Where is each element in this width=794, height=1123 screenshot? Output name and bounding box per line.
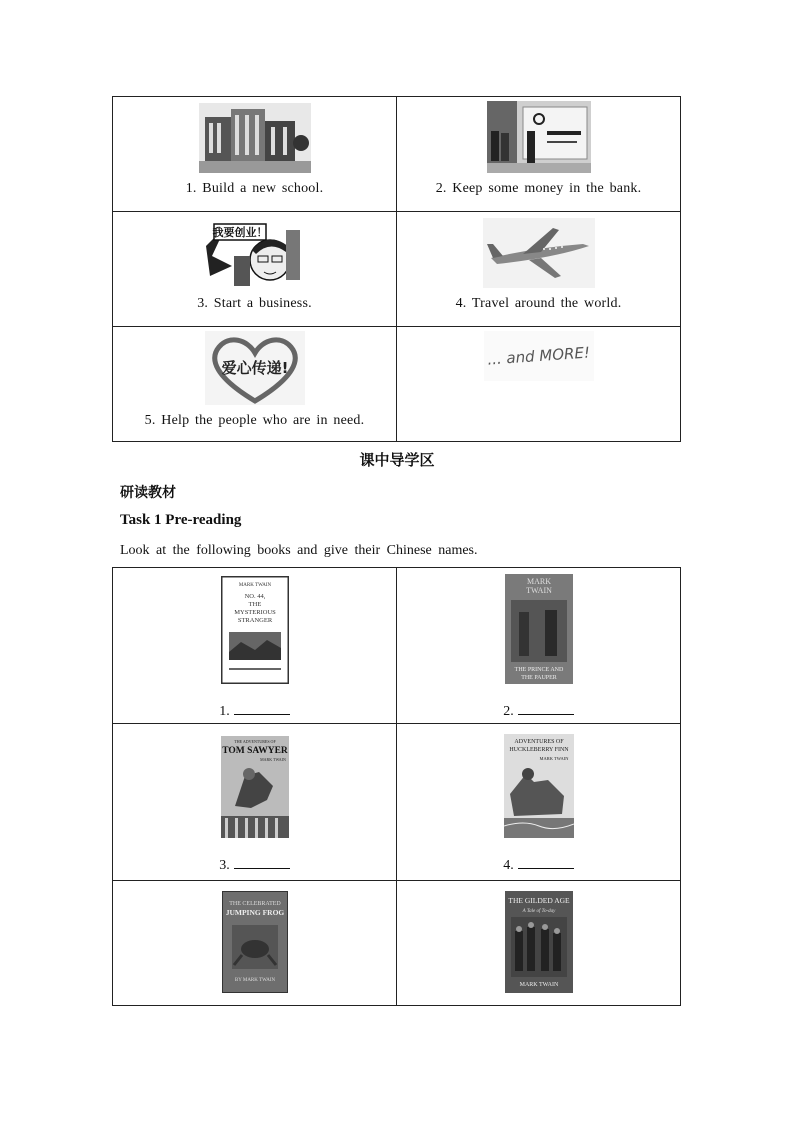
svg-text:THE PAUPER: THE PAUPER — [520, 675, 557, 681]
svg-text:MYSTERIOUS: MYSTERIOUS — [233, 609, 276, 616]
svg-text:THE GILDED AGE: THE GILDED AGE — [507, 896, 570, 905]
activity-caption: 1. Build a new school. — [185, 181, 324, 196]
book-answer — [397, 856, 680, 874]
svg-text:NO. 44,: NO. 44, — [244, 593, 265, 600]
and-more-text — [484, 331, 594, 381]
answer-blank[interactable] — [234, 856, 290, 869]
heart-logo — [205, 331, 305, 405]
svg-text:THE CELEBRATED: THE CELEBRATED — [228, 901, 281, 907]
activities-table — [112, 96, 681, 442]
activity-caption: 3. Start a business. — [197, 296, 312, 311]
activity-caption: 5. Help the people who are in need. — [144, 413, 365, 428]
book-answer — [397, 702, 680, 720]
activity-cell — [397, 327, 681, 442]
svg-text:MARK TWAIN: MARK TWAIN — [519, 982, 558, 988]
book-cover-huckleberry-finn — [504, 734, 574, 838]
book-cover-tom-sawyer — [221, 736, 289, 838]
book-cell — [397, 568, 681, 724]
svg-text:THE ADVENTURES OF: THE ADVENTURES OF — [233, 739, 276, 744]
airplane-photo — [483, 218, 595, 288]
svg-text:TOM SAWYER: TOM SAWYER — [221, 746, 288, 756]
book-cell — [113, 881, 397, 1006]
activity-caption: 4. Travel around the world. — [455, 296, 622, 311]
cartoon-text: 我要创业！ — [212, 226, 267, 239]
book-number: 4. — [503, 858, 514, 873]
book-cover-gilded-age — [505, 891, 573, 993]
answer-blank[interactable] — [234, 702, 290, 715]
activity-cell — [113, 327, 397, 442]
book-answer — [113, 856, 396, 874]
instruction-text: Look at the following books and give their Chinese names. — [120, 543, 478, 558]
book-cell — [397, 881, 681, 1006]
book-cell — [113, 724, 397, 881]
book-answer — [113, 702, 396, 720]
book-cell — [397, 724, 681, 881]
svg-text:A Tale of To-day: A Tale of To-day — [522, 909, 555, 914]
book-cover-mysterious-stranger — [221, 576, 289, 684]
books-table — [112, 567, 681, 1006]
svg-text:MARK: MARK — [526, 577, 551, 586]
activity-cell — [113, 212, 397, 327]
activity-cell — [113, 97, 397, 212]
book-number: 3. — [219, 858, 230, 873]
svg-text:MARK TWAIN: MARK TWAIN — [538, 756, 569, 761]
answer-blank[interactable] — [518, 856, 574, 869]
svg-text:STRANGER: STRANGER — [237, 617, 272, 624]
and-more-label: ... and MORE! — [486, 343, 591, 369]
activity-cell — [397, 212, 681, 327]
svg-text:THE PRINCE AND: THE PRINCE AND — [514, 667, 563, 673]
activity-caption: 2. Keep some money in the bank. — [435, 181, 642, 196]
book-cell — [113, 568, 397, 724]
subsection-title: 研读教材 — [120, 485, 176, 501]
section-title: 课中导学区 — [359, 451, 435, 469]
school-building-photo — [199, 103, 311, 173]
svg-text:BY MARK TWAIN: BY MARK TWAIN — [234, 978, 275, 983]
svg-text:JUMPING FROG: JUMPING FROG — [225, 908, 284, 917]
svg-text:TWAIN: TWAIN — [525, 586, 552, 595]
business-cartoon — [206, 216, 304, 288]
svg-text:ADVENTURES OF: ADVENTURES OF — [513, 739, 564, 745]
book-number: 2. — [503, 704, 514, 719]
book-cover-jumping-frog — [222, 891, 288, 993]
heart-text: 爱心传递! — [221, 359, 288, 377]
book-number: 1. — [219, 704, 230, 719]
task-title: Task 1 Pre-reading — [120, 512, 242, 528]
svg-text:MARK TWAIN: MARK TWAIN — [238, 583, 271, 588]
svg-text:HUCKLEBERRY FINN: HUCKLEBERRY FINN — [508, 747, 569, 753]
book-cover-prince-and-pauper — [505, 574, 573, 684]
answer-blank[interactable] — [518, 702, 574, 715]
activity-cell — [397, 97, 681, 212]
svg-text:MARK TWAIN: MARK TWAIN — [259, 757, 286, 762]
bank-of-china-photo — [487, 101, 591, 173]
svg-text:THE: THE — [248, 601, 261, 608]
